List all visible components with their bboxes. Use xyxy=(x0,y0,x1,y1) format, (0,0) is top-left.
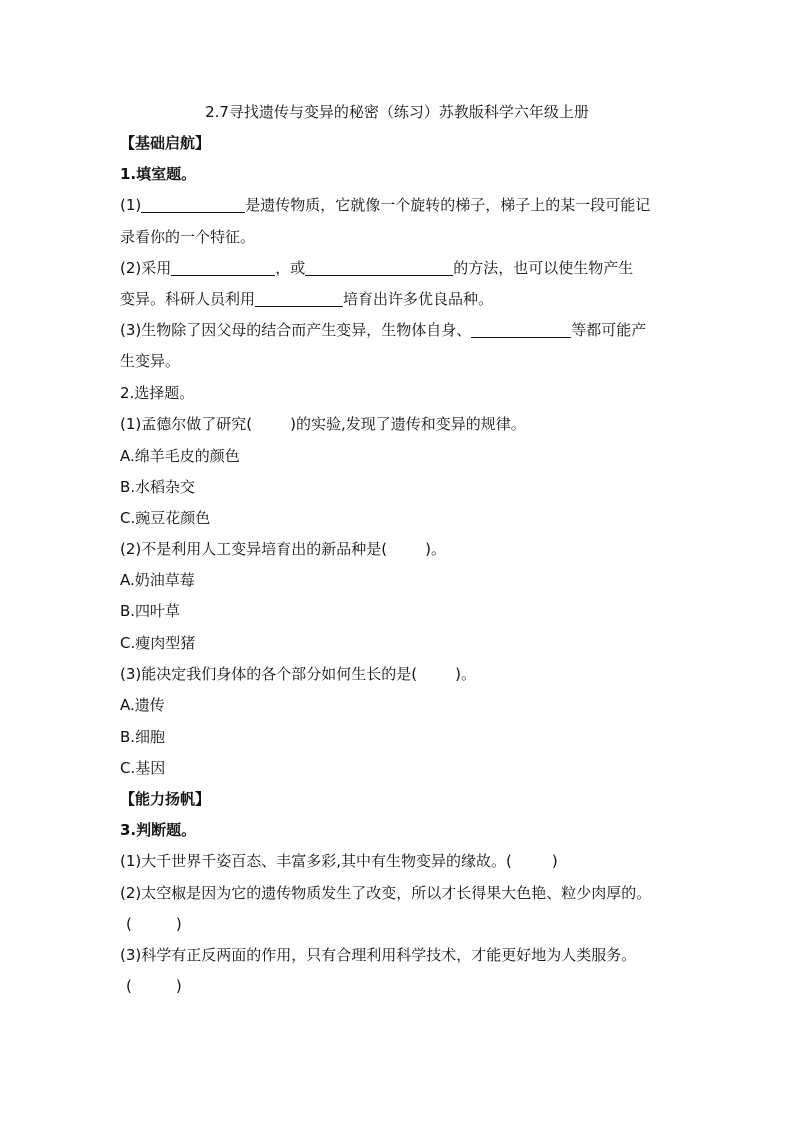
fill-blank-4[interactable] xyxy=(255,290,343,307)
fill-blank-2[interactable] xyxy=(171,259,275,276)
q2-item3-option-a[interactable]: A.遗传 xyxy=(120,696,165,714)
q2-item3-text2: )。 xyxy=(455,665,476,683)
q3-item2-answer[interactable] xyxy=(126,914,182,934)
q2-item1-text2: )的实验,发现了遗传和变异的规律。 xyxy=(290,415,526,433)
q3-item2: (2)太空椒是因为它的遗传物质发生了改变，所以才长得果大色艳、粒少肉厚的。 xyxy=(120,884,652,902)
q1-heading: 1.填室题。 xyxy=(120,165,197,183)
fill-blank-5[interactable] xyxy=(471,321,571,338)
q2-item3-option-b[interactable]: B.细胞 xyxy=(120,728,166,746)
q1-item1-line2: 录看你的一个特征。 xyxy=(120,228,256,246)
q3-item3-open: ( xyxy=(126,977,132,995)
q2-item1-text: (1)孟德尔做了研究( xyxy=(120,415,253,433)
q2-item3-text: (3)能决定我们身体的各个部分如何生长的是( xyxy=(120,665,418,683)
q3-heading: 3.判断题。 xyxy=(120,821,197,839)
q1-item2-text3: 培育出许多优良品种。 xyxy=(343,290,494,308)
q1-item1-prefix: (1) xyxy=(120,196,142,214)
q3-item1-close: ) xyxy=(551,852,558,870)
q1-item1-text: 是遗传物质，它就像一个旋转的梯子，梯子上的某一段可能记 xyxy=(245,196,651,214)
q1-item2-text2: 变异。科研人员利用 xyxy=(120,290,256,308)
q1-item3-text2: 等都可能产 xyxy=(571,321,647,339)
fill-blank-3[interactable] xyxy=(305,259,453,276)
q2-item1-option-a[interactable]: A.绵羊毛皮的颜色 xyxy=(120,447,240,465)
q3-item2-close: ) xyxy=(175,915,182,933)
q1-item2-or: ，或 xyxy=(275,259,306,277)
q1-item2-line2 xyxy=(120,289,493,309)
q2-item3-option-c[interactable]: C.基因 xyxy=(120,759,166,777)
q2-heading: 2.选择题。 xyxy=(120,384,195,402)
worksheet-title: 2.7寻找遗传与变异的秘密（练习）苏教版科学六年级上册 xyxy=(205,103,589,121)
fill-blank-1[interactable] xyxy=(141,196,245,213)
q1-item3-line2: 生变异。 xyxy=(120,352,181,370)
q1-item3-line1 xyxy=(120,320,646,340)
q2-item2-option-a[interactable]: A.奶油草莓 xyxy=(120,571,195,589)
q3-item3-close: ) xyxy=(175,977,182,995)
q2-item1-option-b[interactable]: B.水稻杂交 xyxy=(120,478,196,496)
q3-item2-open: ( xyxy=(126,915,132,933)
q2-item1-option-c[interactable]: C.豌豆花颜色 xyxy=(120,509,211,527)
q2-item3 xyxy=(120,664,476,684)
q1-item1-line1 xyxy=(120,195,650,215)
q2-item2 xyxy=(120,539,446,559)
q3-item1-text: (1)大千世界千姿百态、丰富多彩,其中有生物变异的缘故。( xyxy=(120,852,512,870)
q1-item2-prefix: (2)采用 xyxy=(120,259,172,277)
section-heading-basic: 【基础启航】 xyxy=(120,134,211,152)
q2-item2-option-c[interactable]: C.瘦肉型猪 xyxy=(120,634,196,652)
q2-item2-option-b[interactable]: B.四叶草 xyxy=(120,602,181,620)
section-heading-ability: 【能力扬帆】 xyxy=(120,790,211,808)
q1-item2-line1 xyxy=(120,258,633,278)
q2-item2-text: (2)不是利用人工变异培育出的新品种是( xyxy=(120,540,388,558)
q2-item2-text2: )。 xyxy=(425,540,446,558)
q1-item3-text: (3)生物除了因父母的结合而产生变异，生物体自身、 xyxy=(120,321,472,339)
q3-item1 xyxy=(120,851,558,871)
q3-item3-answer[interactable] xyxy=(126,976,182,996)
q2-item1 xyxy=(120,414,526,434)
q3-item3: (3)科学有正反两面的作用，只有合理利用科学技术，才能更好地为人类服务。 xyxy=(120,946,637,964)
q1-item2-text: 的方法，也可以使生物产生 xyxy=(453,259,634,277)
